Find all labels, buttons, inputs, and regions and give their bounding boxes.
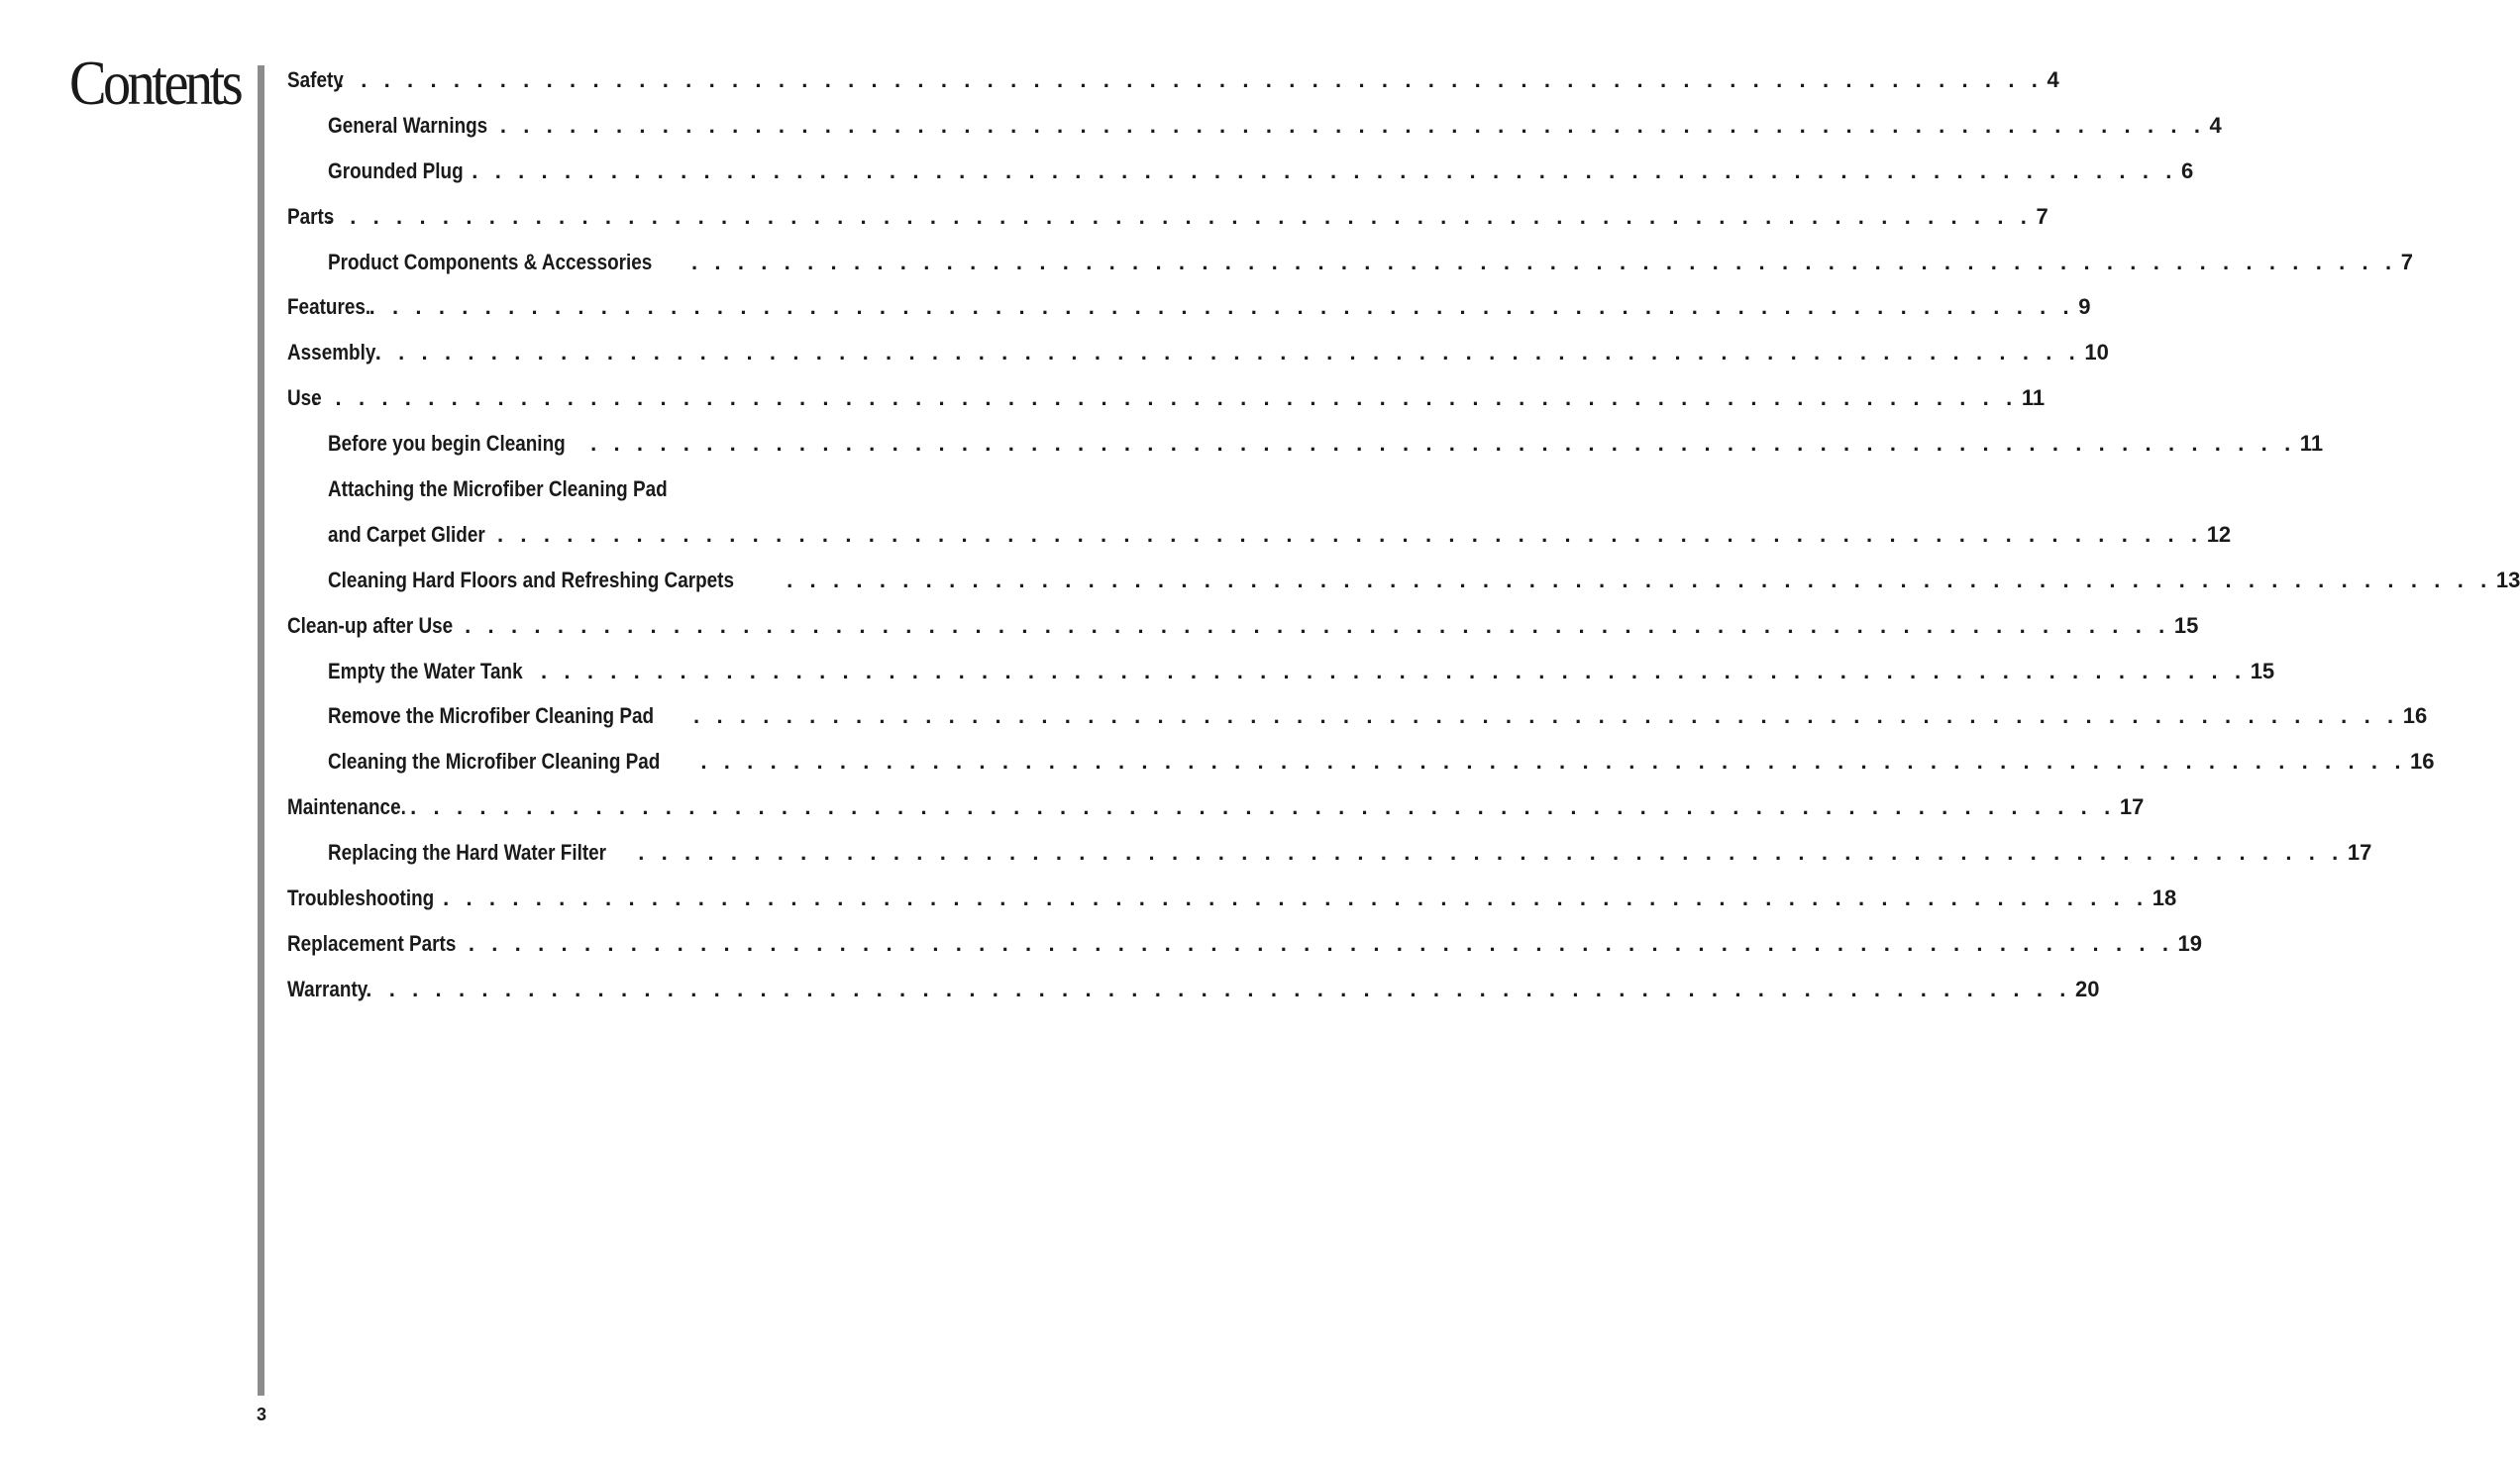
toc-entry-title: Cleaning Hard Floors and Refreshing Carpets — [328, 567, 735, 592]
toc-entry-title: General Warnings — [328, 112, 488, 138]
toc-entry-title: and Carpet Glider — [328, 521, 485, 547]
toc-entry[interactable] — [287, 693, 2428, 739]
toc-entry-page: 15 — [2250, 658, 2275, 683]
toc-dot-leader: . . . . . . . . . . . . . . . . . . . . . . . . . . . . . . . . . . . . . . . . . . . . . . . . . . . . . . . . . . . . . . . . . . . . . . . . . . — [468, 930, 2174, 956]
toc-entry-page: 19 — [2177, 930, 2203, 956]
toc-dot-leader: . . . . . . . . . . . . . . . . . . . . . . . . . . . . . . . . . . . . . . . . . . . . . . . . . . . . . . . . . . . . . . . . . . . . . . . . . . — [368, 294, 2075, 320]
toc-entry-page: 10 — [2084, 340, 2109, 365]
toc-dot-leader: . . . . . . . . . . . . . . . . . . . . . . . . . . . . . . . . . . . . . . . . . . . . . . . . . . . . . . . . . . . . . . . . . . . . . . . . . . — [540, 658, 2247, 683]
toc-entry-title: Maintenance. — [287, 794, 406, 820]
toc-entry[interactable] — [287, 149, 2194, 194]
toc-entry-page: 20 — [2075, 976, 2100, 1001]
toc-entry-title: Cleaning the Microfiber Cleaning Pad — [328, 749, 661, 775]
toc-dot-leader: . . . . . . . . . . . . . . . . . . . . . . . . . . . . . . . . . . . . . . . . . . . . . . . . . . . . . . . . . . . . . . . . . . . . . . . . . . — [590, 431, 2296, 457]
toc-dot-leader: . . . . . . . . . . . . . . . . . . . . . . . . . . . . . . . . . . . . . . . . . . . . . . . . . . . . . . . . . . . . . . . . . . . . . . . . . . — [496, 521, 2203, 547]
toc-entry-page: 17 — [2347, 840, 2372, 866]
toc-entry[interactable] — [287, 784, 2145, 830]
toc-entry-title: Before you begin Cleaning — [328, 431, 566, 457]
toc-entry[interactable] — [287, 739, 2435, 784]
toc-dot-leader: . . . . . . . . . . . . . . . . . . . . . . . . . . . . . . . . . . . . . . . . . . . . . . . . . . . . . . . . . . . . . . . . . . . . . . . . . . — [312, 385, 2018, 411]
toc-entry-title: Warranty — [287, 976, 368, 1001]
toc-entry-page: 7 — [2400, 249, 2413, 274]
toc-entry-title: Features. — [287, 294, 371, 320]
toc-entry[interactable] — [287, 921, 2203, 967]
toc-entry[interactable] — [287, 330, 2109, 375]
toc-entry-title: Assembly — [287, 340, 376, 365]
toc-entry-page: 4 — [2047, 66, 2059, 92]
toc-entry-title: Safety — [287, 66, 344, 92]
toc-entry-page: 4 — [2209, 112, 2222, 138]
toc-dot-leader: . . . . . . . . . . . . . . . . . . . . . . . . . . . . . . . . . . . . . . . . . . . . . . . . . . . . . . . . . . . . . . . . . . . . . . . . . . — [366, 976, 2071, 1001]
toc-entry-title: Remove the Microfiber Cleaning Pad — [328, 703, 655, 729]
page-heading: Contents — [69, 48, 241, 118]
toc-entry-title: Replacing the Hard Water Filter — [328, 840, 607, 866]
toc-entry-page: 17 — [2119, 794, 2145, 820]
toc-dot-leader: . . . . . . . . . . . . . . . . . . . . . . . . . . . . . . . . . . . . . . . . . . . . . . . . . . . . . . . . . . . . . . . . . . . . . . . . . . — [787, 567, 2492, 592]
toc-entry-page: 16 — [2402, 703, 2428, 729]
toc-dot-leader: . . . . . . . . . . . . . . . . . . . . . . . . . . . . . . . . . . . . . . . . . . . . . . . . . . . . . . . . . . . . . . . . . . . . . . . . . . — [443, 885, 2149, 910]
toc-entry[interactable] — [287, 467, 864, 512]
table-of-contents — [287, 57, 2520, 1012]
toc-entry-page: 15 — [2173, 612, 2199, 638]
toc-entry-page: 13 — [2495, 567, 2520, 592]
toc-dot-leader: . . . . . . . . . . . . . . . . . . . . . . . . . . . . . . . . . . . . . . . . . . . . . . . . . . . . . . . . . . . . . . . . . . . . . . . . . . — [499, 112, 2206, 138]
toc-dot-leader: . . . . . . . . . . . . . . . . . . . . . . . . . . . . . . . . . . . . . . . . . . . . . . . . . . . . . . . . . . . . . . . . . . . . . . . . . . — [465, 612, 2170, 638]
toc-entry-page: 11 — [2021, 385, 2046, 411]
toc-entry-title: Troubleshooting — [287, 885, 435, 910]
toc-entry-page: 9 — [2078, 294, 2091, 320]
toc-entry-page: 18 — [2152, 885, 2177, 910]
toc-entry[interactable] — [287, 240, 2413, 285]
toc-dot-leader: . . . . . . . . . . . . . . . . . . . . . . . . . . . . . . . . . . . . . . . . . . . . . . . . . . . . . . . . . . . . . . . . . . . . . . . . . . — [693, 703, 2399, 729]
toc-entry[interactable] — [287, 375, 2046, 421]
toc-entry-page: 6 — [2180, 157, 2194, 183]
toc-entry[interactable] — [287, 194, 2048, 240]
toc-entry-page: 11 — [2299, 431, 2324, 457]
toc-entry[interactable] — [287, 603, 2199, 649]
toc-dot-leader: . . . . . . . . . . . . . . . . . . . . . . . . . . . . . . . . . . . . . . . . . . . . . . . . . . . . . . . . . . . . . . . . . . . . . . . . . . — [690, 249, 2397, 274]
toc-entry-page: 16 — [2410, 749, 2435, 775]
toc-entry[interactable] — [287, 967, 2100, 1012]
toc-entry-title: Clean-up after Use — [287, 612, 454, 638]
vertical-rule — [258, 65, 264, 1396]
toc-entry-title: Product Components & Accessories — [328, 249, 653, 274]
toc-entry-title: Use — [287, 385, 322, 411]
toc-entry[interactable] — [287, 103, 2222, 149]
toc-dot-leader: . . . . . . . . . . . . . . . . . . . . . . . . . . . . . . . . . . . . . . . . . . . . . . . . . . . . . . . . . . . . . . . . . . . . . . . . . . — [638, 840, 2344, 866]
toc-entry-title: Attaching the Microfiber Cleaning Pad — [328, 475, 668, 501]
toc-dot-leader: . . . . . . . . . . . . . . . . . . . . . . . . . . . . . . . . . . . . . . . . . . . . . . . . . . . . . . . . . . . . . . . . . . . . . . . . . . — [700, 749, 2407, 775]
toc-entry[interactable] — [287, 421, 2324, 467]
toc-entry-title: Grounded Plug — [328, 157, 464, 183]
toc-dot-leader: . . . . . . . . . . . . . . . . . . . . . . . . . . . . . . . . . . . . . . . . . . . . . . . . . . . . . . . . . . . . . . . . . . . . . . . . . . — [326, 203, 2033, 229]
toc-dot-leader: . . . . . . . . . . . . . . . . . . . . . . . . . . . . . . . . . . . . . . . . . . . . . . . . . . . . . . . . . . . . . . . . . . . . . . . . . . — [374, 340, 2081, 365]
toc-entry[interactable] — [287, 876, 2177, 921]
toc-entry-page: 7 — [2036, 203, 2048, 229]
toc-entry-title: Parts — [287, 203, 335, 229]
toc-dot-leader: . . . . . . . . . . . . . . . . . . . . . . . . . . . . . . . . . . . . . . . . . . . . . . . . . . . . . . . . . . . . . . . . . . . . . . . . . . — [472, 157, 2177, 183]
page-number: 3 — [257, 1405, 267, 1424]
toc-entry[interactable] — [287, 284, 2091, 330]
toc-entry[interactable] — [287, 558, 2520, 603]
toc-entry[interactable] — [287, 830, 2372, 876]
toc-entry[interactable] — [287, 57, 2059, 103]
toc-entry-page: 12 — [2206, 521, 2232, 547]
toc-entry[interactable] — [287, 649, 2275, 694]
toc-dot-leader: . . . . . . . . . . . . . . . . . . . . . . . . . . . . . . . . . . . . . . . . . . . . . . . . . . . . . . . . . . . . . . . . . . . . . . . . . . — [337, 66, 2044, 92]
toc-entry[interactable] — [287, 512, 2232, 558]
toc-dot-leader: . . . . . . . . . . . . . . . . . . . . . . . . . . . . . . . . . . . . . . . . . . . . . . . . . . . . . . . . . . . . . . . . . . . . . . . . . . — [410, 794, 2116, 820]
toc-entry-title: Empty the Water Tank — [328, 658, 523, 683]
toc-entry-title: Replacement Parts — [287, 930, 457, 956]
